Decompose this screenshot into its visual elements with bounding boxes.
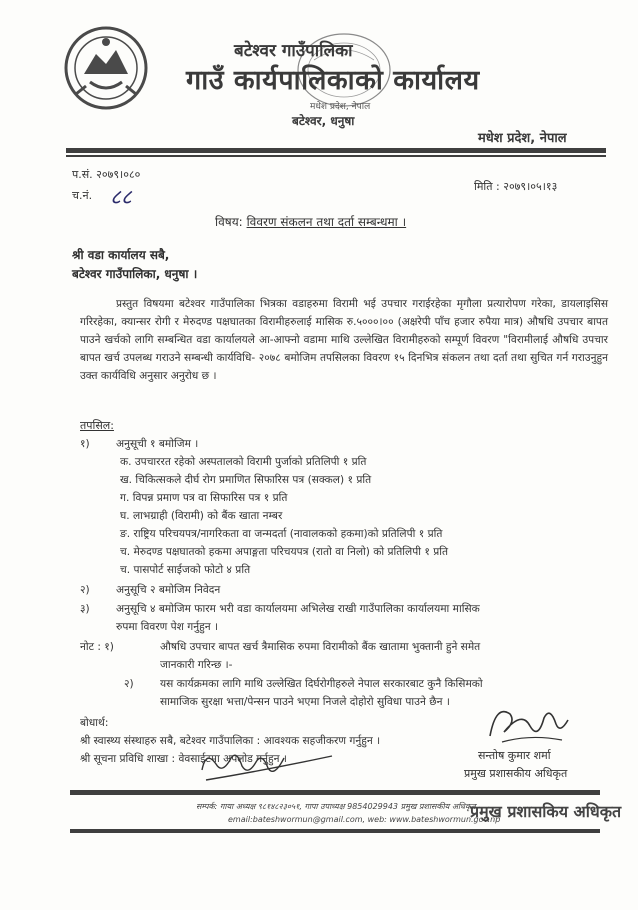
subitem-cha1: च. मेरुदण्ड पक्षघातको हकमा अपाङ्गता परिचयपत्र (रातो वा निलो) को प्रतिलिपी १ प्रति xyxy=(120,546,449,558)
office-address: बटेश्वर, धनुषा xyxy=(292,114,355,128)
bodharth-line2: श्री सूचना प्रविधि शाखा : वेवसाईटमा अपलोड गर्नुहुन । xyxy=(80,753,287,765)
subitem-nga: ङ. राष्ट्रिय परिचयपत्र/नागरिकता वा जन्मदर्ता (नावालकको हकमा)को प्रतिलिपी १ प्रति xyxy=(120,528,443,540)
tapasil-heading: तपसिल: xyxy=(80,419,114,432)
body-paragraph: प्रस्तुत विषयमा बटेश्वर गाउँपालिका भित्रका वडाहरुमा विरामी भई उपचार गराईरहेका मृगौला प्रत्यारोपण गरेका, डायलाइसिस गरिरहेका, क्यान्सर रोगी र मेरुदण्ड पक्षघातका विरामीहरुलाई मासिक रु.५०००।०० (अक्षरेपी पाँच हजार रुपैया मात्र) औषधि उपचार बापत पाउने खर्चको लागि सम्बन्धित वडा कार्यालयले आ-आफ्नो वडामा माथि उल्लेखित विरामीहरुको सम्पूर्ण विवरण "विरामीलाई औषधि उपचार बापत खर्च उपलब्ध गराउने सम्बन्धी कार्यविधि- २०७८ बमोजिम तपसिलका विवरण १५ दिनभित्र संकलन तथा दर्ता तथा सुचित गर्न गराउनुहुन उक्त कार्यविधि अनुसार अनुरोध छ । xyxy=(80,298,608,382)
note1-line1: औषधि उपचार बापत खर्च त्रैमासिक रुपमा विरामीको बैंक खातामा भुक्तानी हुने समेत xyxy=(160,641,481,653)
note2-line1: यस कार्यक्रमका लागि माथि उल्लेखित दिर्घरोगीहरुले नेपाल सरकारबाट कुनै किसिमको xyxy=(160,678,483,690)
footer-contact: सम्पर्क: गाया अध्यक्ष ९८१४८२३०५१, गापा उपाध्यक्ष 9854029943 प्रमुख प्रशासकीय अधिकृत xyxy=(196,802,476,811)
note2-number: २) xyxy=(124,678,134,690)
subject-text: विवरण संकलन तथा दर्ता सम्बन्धमा । xyxy=(246,215,407,229)
subject-label: विषय: xyxy=(215,215,243,229)
ps-number: प.सं. २०७९।०८० xyxy=(72,168,141,181)
item1-text: अनुसूची १ बमोजिम । xyxy=(116,438,199,450)
signatory-name: सन्तोष कुमार शर्मा xyxy=(478,749,551,762)
subitem-cha2: च. पासपोर्ट साईजको फोटो ४ प्रति xyxy=(120,564,251,576)
header-divider-thin xyxy=(66,155,606,157)
note2-line2: सामाजिक सुरक्षा भत्ता/पेन्सन पाउने भएमा निजले दोहोरो सुविधा पाउने छैन । xyxy=(160,696,450,708)
municipality-name: बटेश्वर गाउँपालिका xyxy=(234,41,353,61)
item3-text-line2: रुपमा विवरण पेश गर्नुहुन । xyxy=(116,621,219,633)
letter-date: मिति : २०७९।०५।१३ xyxy=(474,180,558,193)
item3-number: ३) xyxy=(80,603,90,615)
note-label: नोट : १) xyxy=(80,641,114,653)
chn-label: च.नं. xyxy=(72,189,93,202)
subitem-ga: ग. विपन्न प्रमाण पत्र वा सिफारिस पत्र १ प्रति xyxy=(120,492,288,504)
officer-stamp: प्रमुख प्रशासकिय अधिकृत xyxy=(470,802,622,821)
item3-text-line1: अनुसूचि ४ बमोजिम फारम भरी वडा कार्यालयमा अभिलेख राखी गाउँपालिका कार्यालयमा मासिक xyxy=(116,603,480,615)
item1-number: १) xyxy=(80,438,90,450)
initial-signature-icon xyxy=(196,740,336,790)
addressee-line1: श्री वडा कार्यालय सबै, xyxy=(72,248,170,262)
item2-text: अनुसूचि २ बमोजिम निवेदन xyxy=(116,584,221,596)
seal-text: मधेश प्रदेश, नेपाल xyxy=(310,102,371,112)
header-divider-thick xyxy=(66,148,606,153)
nepal-emblem-icon xyxy=(62,24,150,112)
addressee-line2: बटेश्वर गाउँपालिका, धनुषा । xyxy=(72,267,198,281)
footer-email-web: email:bateshwormun@gmail.com, web: www.bateshwormun.gov.np xyxy=(228,815,501,824)
subitem-kha: ख. चिकित्सकले दीर्घ रोग प्रमाणित सिफारिस पत्र (सक्कल) १ प्रति xyxy=(120,474,372,486)
footer-divider-bottom xyxy=(70,829,600,833)
subitem-ka: क. उपचाररत रहेको अस्पतालको विरामी पुर्जाको प्रतिलिपी १ प्रति xyxy=(120,456,367,468)
office-title: गाउँ कार्यपालिकाको कार्यालय xyxy=(186,65,480,96)
footer-divider-thick xyxy=(70,790,600,795)
bodharth-line1: श्री स्वास्थ्य संस्थाहरु सबै, बटेश्वर गाउँपालिका : आवश्यक सहजीकरण गर्नुहुन । xyxy=(80,735,381,747)
signatory-title: प्रमुख प्रशासकीय अधिकृत xyxy=(464,767,568,780)
officer-signature-icon xyxy=(482,700,572,748)
subitem-gha: घ. लाभग्राही (विरामी) को बैंक खाता नम्बर xyxy=(120,510,283,522)
note1-line2: जानकारी गरिन्छ ।- xyxy=(160,659,233,671)
subject-line xyxy=(215,213,406,230)
chn-number: ८८ xyxy=(110,185,132,209)
province-name: मधेश प्रदेश, नेपाल xyxy=(478,131,567,146)
item2-number: २) xyxy=(80,584,90,596)
bodharth-label: बोधार्थ: xyxy=(80,717,109,729)
